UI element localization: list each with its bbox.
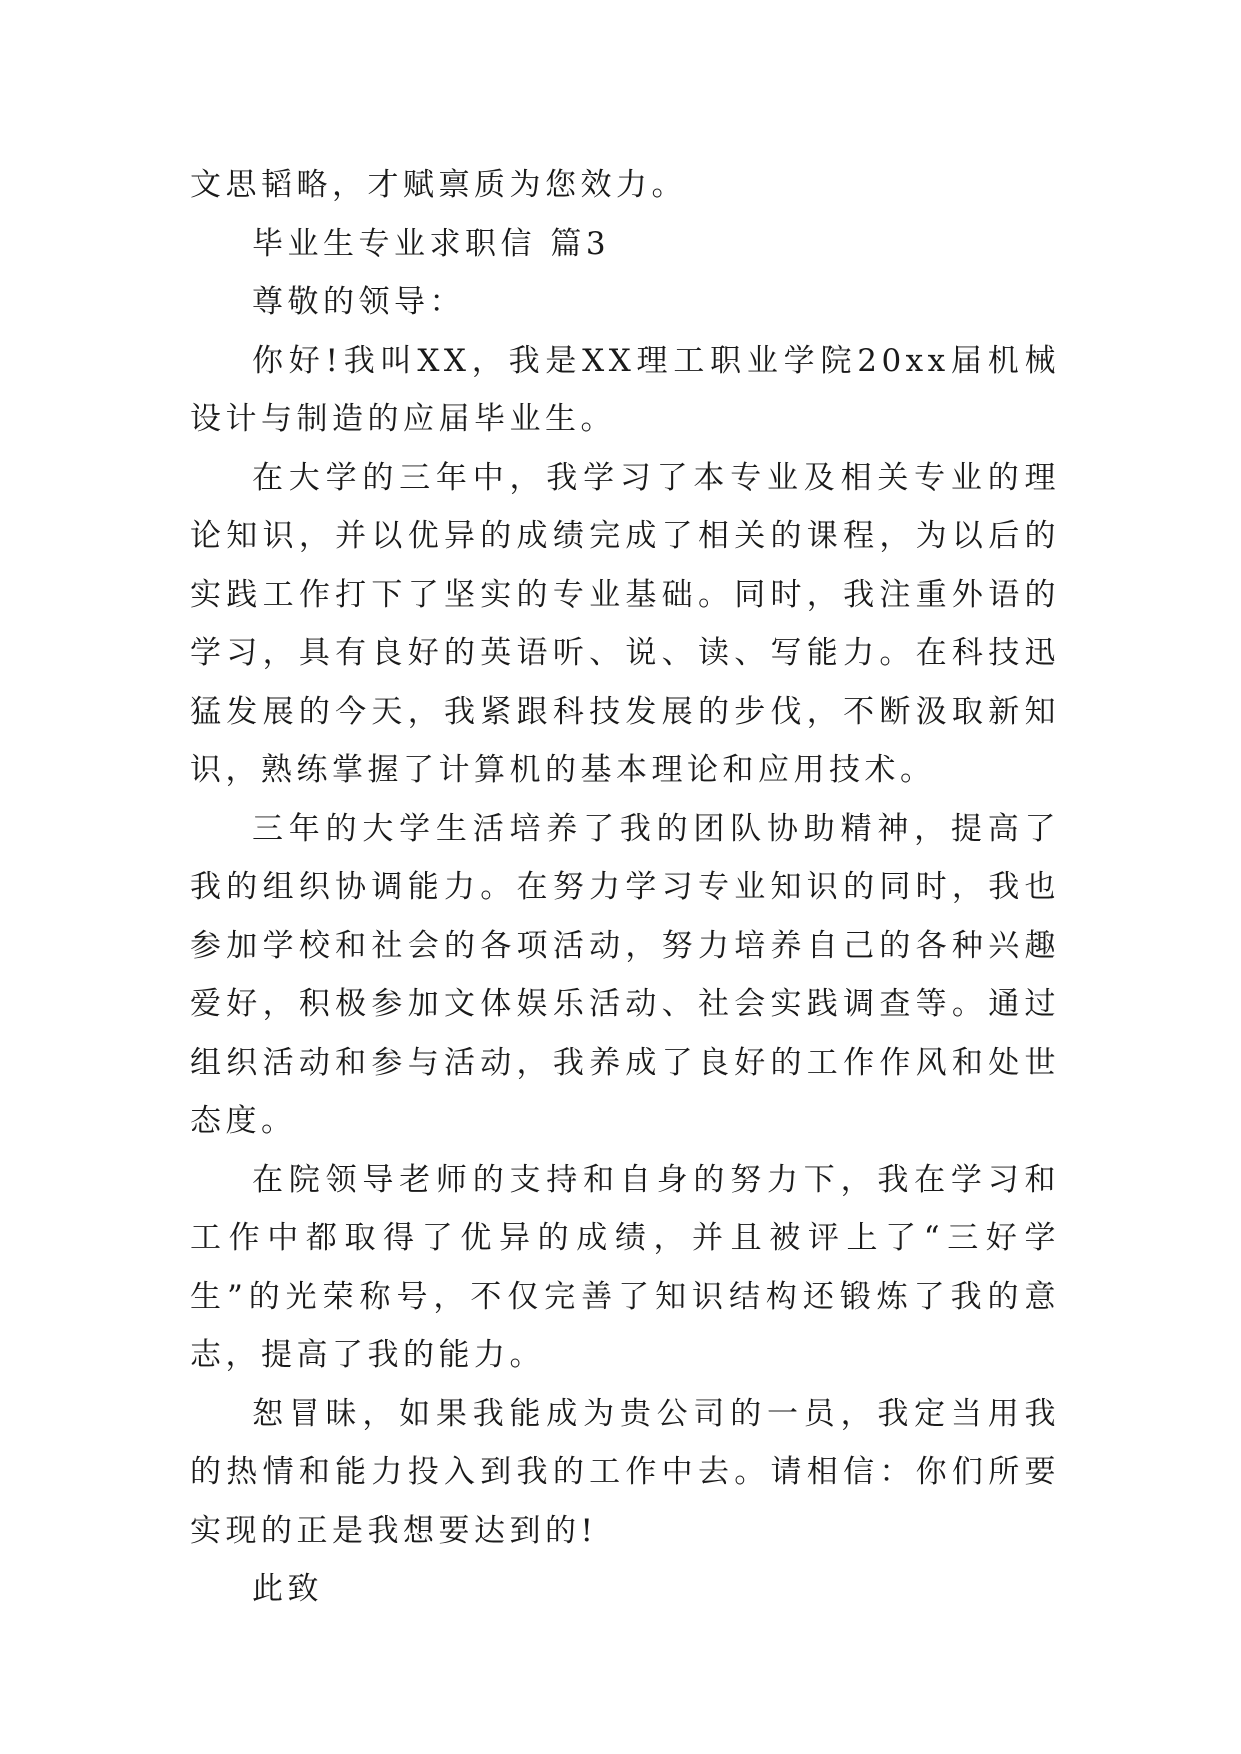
section-heading: 毕业生专业求职信 篇3	[252, 225, 611, 262]
paragraph-activities: 三年的大学生活培养了我的团队协助精神，提高了我的组织协调能力。在努力学习专业知识的同时，我也参加学校和社会的各项活动，努力培养自己的各种兴趣爱好，积极参加文体娱乐活动、社会实践调查等。通过组织活动和参与活动，我养成了良好的工作作风和处世态度。	[190, 810, 1060, 1139]
closing-phrase: 此致	[252, 1571, 323, 1607]
paragraph-introduction: 你好!我叫XX，我是XX理工职业学院20xx届机械设计与制造的应届毕业生。	[190, 342, 1060, 437]
paragraph-achievements: 在院领导老师的支持和自身的努力下，我在学习和工作中都取得了优异的成绩，并且被评上了“三好学生”的光荣称号，不仅完善了知识结构还锻炼了我的意志，提高了我的能力。	[190, 1161, 1060, 1373]
paragraph-studies: 在大学的三年中，我学习了本专业及相关专业的理论知识，并以优异的成绩完成了相关的课程，为以后的实践工作打下了坚实的专业基础。同时，我注重外语的学习，具有良好的英语听、说、读、写能力。在科技迅猛发展的今天，我紧跟科技发展的步伐，不断汲取新知识，熟练掌握了计算机的基本理论和应用技术。	[190, 459, 1060, 788]
salutation: 尊敬的领导：	[252, 284, 465, 320]
document-body	[190, 156, 1060, 1619]
paragraph-closing-line: 文思韬略，才赋禀质为您效力。	[190, 167, 687, 203]
paragraph-request: 恕冒昧，如果我能成为贵公司的一员，我定当用我的热情和能力投入到我的工作中去。请相信：你们所要实现的正是我想要达到的!	[190, 1395, 1060, 1549]
